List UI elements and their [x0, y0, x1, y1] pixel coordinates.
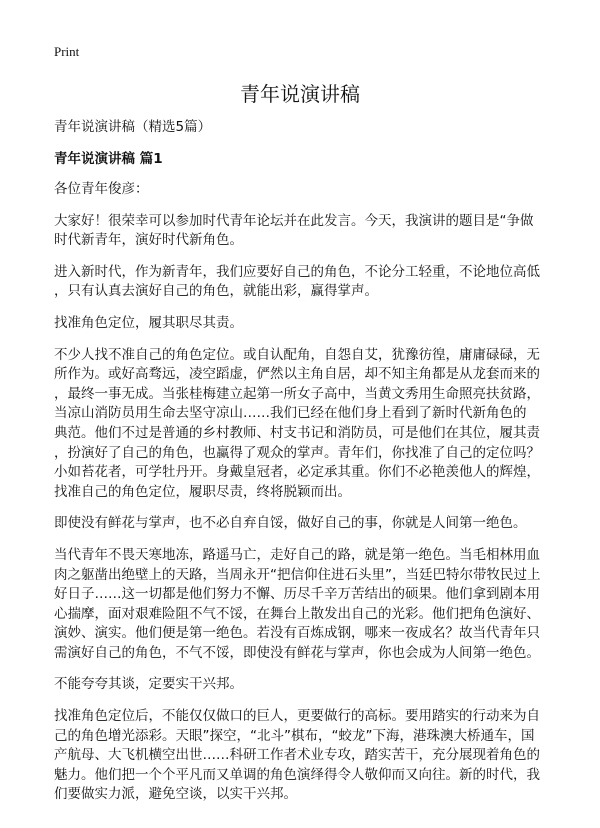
paragraph-line: 时代新青年，演好时代新角色。: [54, 232, 243, 249]
document-subtitle: [54, 118, 584, 138]
paragraph-line: 即使没有鲜花与掌声，也不必自弃自馁，做好自己的事，你就是人间第一绝色。: [54, 515, 527, 532]
paragraph-line: 大家好！很荣幸可以参加时代青年论坛并在此发言。今天，我演讲的题目是“争做: [54, 212, 534, 229]
paragraph-line: 好日子……这一切都是他们努力不懈、历尽千辛万苦结出的硕果。他们拿到剧本用: [54, 586, 540, 603]
paragraph-line: 所作为。或好高骛远，凌空蹈虚，俨然以主角自居，却不知主角都是从龙套而来的: [54, 366, 540, 383]
paragraph-line: 进入新时代，作为新青年，我们应要好自己的角色，不论分工轻重，不论地位高低: [54, 263, 540, 280]
section-heading-text: 青年说演讲稿 篇1: [54, 151, 163, 167]
paragraph-line: 小如苔花者，可学牡丹开。身戴皇冠者，必定承其重。你们不必艳羡他人的辉煌，: [54, 464, 540, 481]
paragraph-line: 产航母、大飞机横空出世……科研工作者术业专攻，踏实苦干，充分展现着角色的: [54, 747, 540, 764]
paragraph-line: 找准角色定位，履其职尽其责。: [54, 314, 243, 331]
subtitle-text: 青年说演讲稿（精选5篇）: [54, 119, 212, 135]
page-title: 青年说演讲稿: [240, 82, 360, 106]
paragraph-line: ，只有认真去演好自己的角色，就能出彩，赢得掌声。: [54, 283, 378, 300]
paragraph-line: 找准角色定位后，不能仅仅做口的巨人，更要做行的高标。要用踏实的行动来为自: [54, 708, 540, 725]
paragraph-line: 典范。他们不过是普通的乡村教师、村支书记和消防员，可是他们在其位，履其责: [54, 424, 540, 441]
paragraph-line: ，最终一事无成。当张桂梅建立起第一所女子高中，当黄文秀用生命照亮扶贫路，: [54, 385, 540, 402]
paragraph-line: ，扮演好了自己的角色，也赢得了观众的掌声。青年们，你找准了自己的定位吗？: [54, 444, 540, 461]
paragraph: [54, 263, 584, 302]
paragraph: [54, 180, 584, 200]
document-body: [54, 180, 584, 817]
paragraph: [54, 675, 584, 695]
paragraph-line: 各位青年俊彦：: [54, 181, 149, 197]
paragraph-line: 不能夸夸其谈，定要实干兴邦。: [54, 676, 243, 693]
paragraph-line: 当凉山消防员用生命去坚守凉山……我们已经在他们身上看到了新时代新角色的: [54, 405, 527, 422]
paragraph-line: 心揣摩，面对艰难险阻不气不馁，在舞台上散发出自己的光彩。他们把角色演好、: [54, 605, 540, 622]
paragraph-line: 当代青年不畏天寒地冻，路遥马亡，走好自己的路，就是第一绝色。当毛相林用血: [54, 546, 540, 563]
paragraph: [54, 514, 584, 534]
paragraph-line: 找准自己的角色定位，履职尽责，终将脱颖而出。: [54, 483, 351, 500]
paragraph-line: 演妙、演实。他们便是第一绝色。若没有百炼成钢，哪来一夜成名？故当代青年只: [54, 625, 540, 642]
paragraph-line: 肉之躯凿出绝壁上的天路，当周永开“把信仰住进石头里”，当廷巴特尔带牧民过上: [54, 566, 541, 583]
paragraph: [54, 314, 584, 334]
paragraph: [54, 346, 584, 503]
paragraph: [54, 212, 584, 251]
paragraph: [54, 546, 584, 664]
paragraph-line: 们要做实力派，避免空谈，以实干兴邦。: [54, 786, 297, 803]
paragraph-line: 需演好自己的角色，不气不馁，即使没有鲜花与掌声，你也会成为人间第一绝色。: [54, 644, 540, 661]
paragraph-line: 己的角色增光添彩。天眼”探空，“北斗”棋布，“蛟龙”下海，港珠澳大桥通车，国: [54, 727, 535, 744]
paragraph-line: 魅力。他们把一个个平凡而又单调的角色演绎得令人敬仰而又向往。新的时代，我: [54, 766, 540, 783]
paragraph-line: 不少人找不准自己的角色定位。或自认配角，自怨自艾，犹豫彷徨，庸庸碌碌，无: [54, 346, 540, 363]
print-link[interactable]: Print: [54, 44, 80, 59]
section-heading: [54, 150, 584, 170]
paragraph: [54, 707, 584, 805]
